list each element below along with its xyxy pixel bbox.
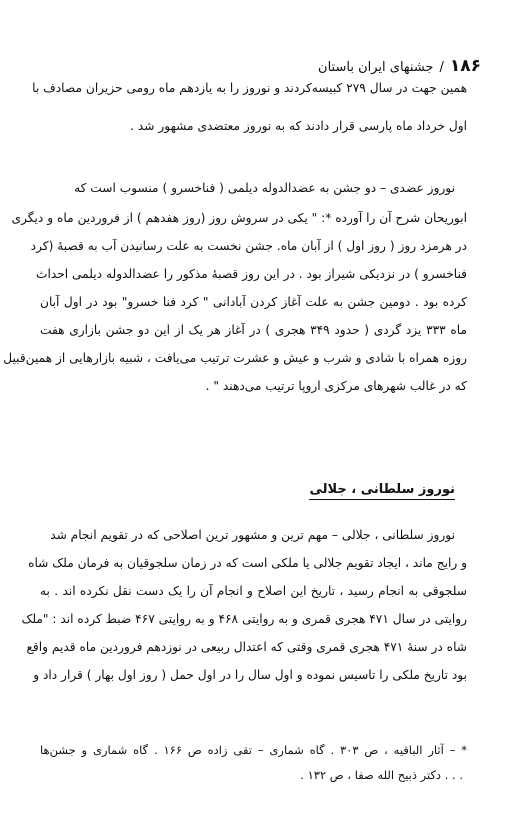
adudi-line: نوروز عضدی – دو جشن به عضدالدوله دیلمی ( فناخسرو ) منسوب است که — [74, 181, 455, 195]
intro-line: همین جهت در سال ۲۷۹ کبیسه‌کردند و نوروز را به یازدهم ماه رومی حزیران مصادف با — [32, 81, 467, 95]
adudi-line: روزه همراه با شادی و شرب و عیش و عشرت ترتیب می‌یافت ، شبیه بازارهایی از همین‌قبیل — [3, 351, 467, 365]
footnote-line: . . . دکتر ذبیح الله صفا ، ص ۱۳۲ . — [300, 768, 463, 782]
adudi-line: فناخسرو ) در نزدیکی شیراز بود . در این روز قصبهٔ مذکور را عضدالدوله دیلمی احداث — [35, 267, 467, 281]
intro-line: اول خرداد ماه پارسی قرار دادند که به نوروز معتضدی مشهور شد . — [130, 119, 467, 133]
section-heading: نوروز سلطانی ، جلالی — [309, 482, 455, 500]
soltani-line: شاه در سنهٔ ۴۷۱ هجری قمری وقتی که اعتدال ربیعی در نوزدهم فروردین ماه قدیم واقع — [26, 640, 467, 654]
footnote-line: * – آثار الباقیه ، ص ۳۰۳ . گاه شماری – تقی زاده ص ۱۶۶ . گاه شماری و جشن‌ها — [40, 743, 467, 757]
page-header — [318, 56, 481, 76]
soltani-line: سلجوقی به انجام رسید ، تاریخ این اصلاح و انجام آن را یک دست نقل نکرده اند . به — [40, 584, 467, 598]
running-title: جشنهای ایران باستان — [318, 60, 434, 75]
adudi-line: ماه ۳۳۳ یزد گردی ( حدود ۳۴۹ هجری ) در آغاز هر یک از این دو جشن بازاری هفت — [40, 323, 468, 337]
adudi-line: کرده بود . دومین جشن به علت آغاز کردن آبادانی " کرد فنا خسرو" بود در اول آبان — [40, 295, 467, 309]
soltani-line: روایتی در سال ۴۷۱ هجری قمری و به روایتی ۴۶۸ و به روایتی ۴۶۷ ضبط کرده اند : "ملک — [21, 612, 467, 626]
soltani-line: بود تاریخ ملکی را تاسیس نموده و اول سال را در اول حمل ( روز اول بهار ) قرار داد و — [33, 668, 467, 682]
soltani-line: نوروز سلطانی ، جلالی – مهم ترین و مشهور ترین اصلاحی که در تقویم انجام شد — [50, 528, 455, 542]
header-separator: / — [439, 60, 444, 75]
adudi-line: در هرمزد روز ( روز اول ) از آبان ماه. جشن نخست به علت رسانیدن آب به قصبهٔ (کرد — [30, 239, 467, 253]
adudi-line: ابوریحان شرح آن را آورده *: " یکی در سروش روز (روز هفدهم ) از فروردین ماه و دیگری — [11, 211, 467, 225]
page-number: ۱۸۶ — [449, 56, 481, 76]
soltani-line: و رایج ماند ، ایجاد تقویم جلالی یا ملکی است که در زمان سلجوقیان به فرمان ملک شاه — [28, 556, 467, 570]
adudi-line: که در غالب شهرهای مرکزی اروپا ترتیب می‌دهند " . — [205, 379, 467, 393]
